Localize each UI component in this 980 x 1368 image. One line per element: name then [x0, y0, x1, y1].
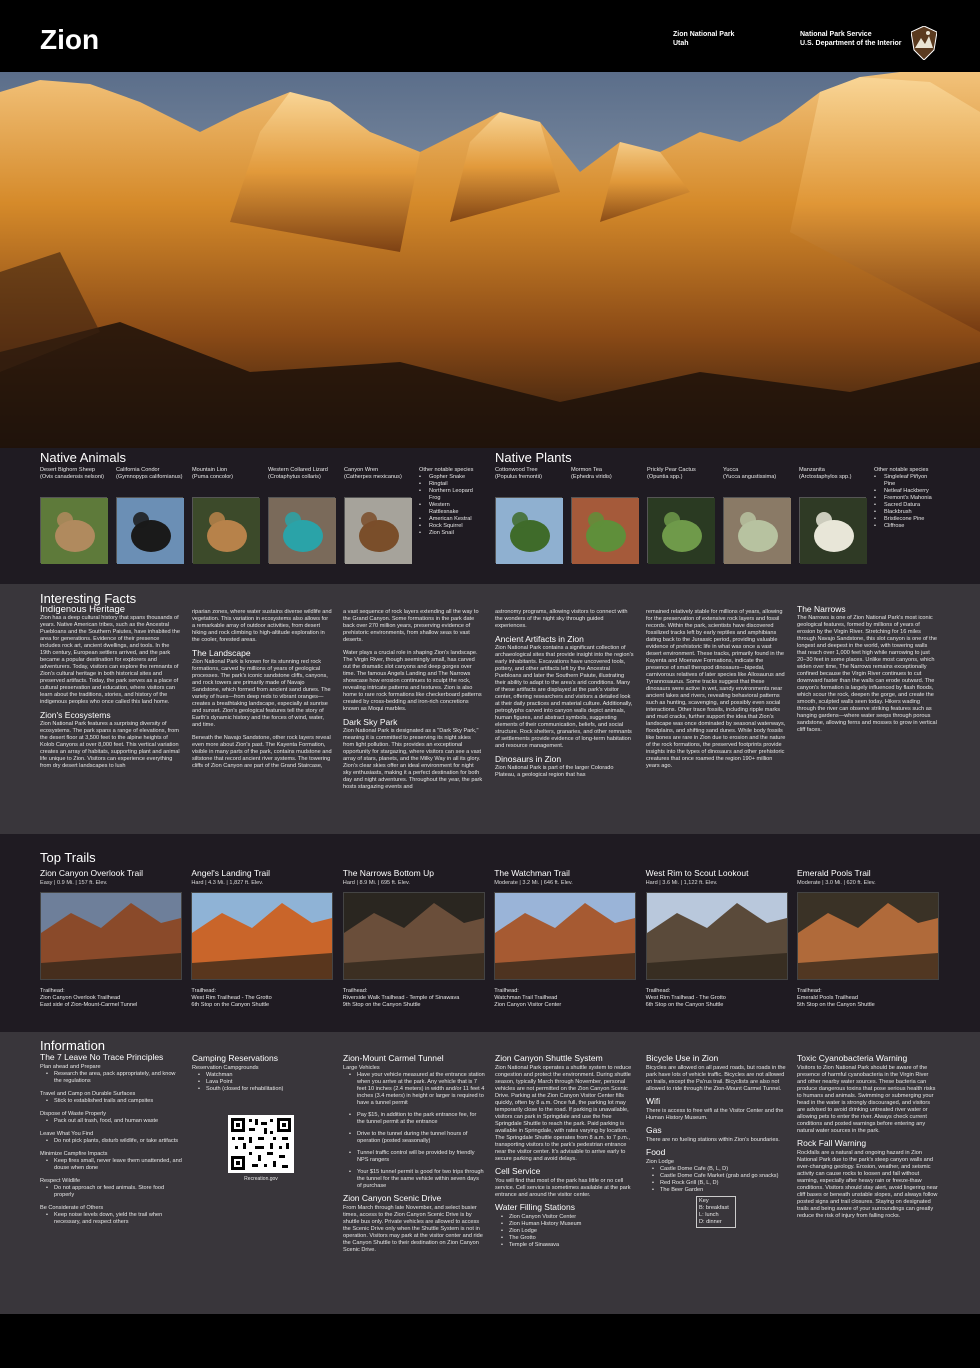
- trailhead-info: [646, 988, 788, 1009]
- qr-block[interactable]: [228, 1115, 294, 1183]
- rockfall-heading: Rock Fall Warning: [797, 1138, 867, 1148]
- campground-item: • South (closed for rehabilitation): [192, 1086, 334, 1093]
- lion-photo: [193, 498, 260, 564]
- food-item: • Red Rock Grill (B, L, D): [646, 1180, 788, 1187]
- rockfall-text: Rockfalls are a natural and ongoing hazard in Zion National Park due to the park's steep canyon walls and ever-changing geology. Erosion, weather, and seismic activity can cause rocks to loosen and fall without warning, especially after heavy rain or freeze-thaw conditions. Visitors should stay alert, avoid lingering near cliff bases or beneath unstable slopes, and always follow posted signs and trail closures. Staying on designated trails and being aware of your surroundings can greatly reduce the risk of injury from falling rocks.: [797, 1150, 938, 1219]
- species-name: Cottonwood Tree: [495, 467, 538, 473]
- park-name: Zion National Park: [673, 31, 735, 38]
- gas-heading: Gas: [646, 1125, 662, 1135]
- trail-photo: [40, 892, 182, 980]
- plant-photo: [571, 497, 638, 563]
- plants-heading: Native Plants: [495, 450, 572, 465]
- toxic-heading: Toxic Cyanobacteria Warning: [797, 1053, 908, 1063]
- plant-photo: [495, 497, 562, 563]
- bicycle-text: Bicycles are allowed on all paved roads, but roads in the park have lots of vehicle traffic. Bicycles are not allowed on trails, except the Pa'rus trail. Bicyclists are also not allowed to ride through the Zion-Mount Carmel Tunnel.: [646, 1065, 786, 1092]
- trail-name: The Watchman Trail: [494, 868, 570, 878]
- animal-item: [116, 467, 186, 491]
- tunnel-rule: • Tunnel traffic control will be provided by friendly NPS rangers: [343, 1150, 485, 1164]
- lizard-photo: [269, 498, 336, 564]
- trail-landscape-photo: [344, 893, 484, 979]
- trail-card: [797, 868, 939, 1009]
- key-lunch: L: lunch: [699, 1212, 719, 1218]
- ecosystems-heading: Zion's Ecosystems: [40, 710, 111, 720]
- species-scientific-name: (Catherpes mexicanus): [344, 474, 402, 480]
- meal-key: [696, 1196, 736, 1228]
- sheep-photo: [41, 498, 108, 564]
- artifacts-heading: Ancient Artifacts in Zion: [495, 634, 584, 644]
- trail-stats: Hard | 4.3 Mi. | 1,827 ft. Elev.: [191, 880, 264, 886]
- trail-photo: [797, 892, 939, 980]
- trail-photo: [646, 892, 788, 980]
- lnt-label: Plan ahead and Prepare: [40, 1064, 101, 1070]
- trailhead-name: West Rim Trailhead - The Grotto: [645, 995, 726, 1001]
- header: [0, 0, 980, 72]
- water-heading: Water Filling Stations: [495, 1202, 575, 1212]
- trail-card: [343, 868, 485, 1009]
- lnt-item: • Stick to established trails and campsites: [40, 1098, 182, 1105]
- agency-name: National Park Service: [800, 31, 872, 38]
- facts-heading: Interesting Facts: [40, 591, 137, 606]
- water-text: Water plays a crucial role in shaping Zion's landscape. The Virgin River, though seemingly small, has carved out the dramatic slot canyons and deep gorges over time. The famous Angels Landing and The Narrows showcase how erosion continues to sculpt the rock, revealing intricate patterns and textures. Zion is also home to rare rock formations like checkerboard patterns created by cross-bedding and iron-rich concretions known as Moqui marbles.: [343, 650, 482, 712]
- ephedra-photo: [572, 498, 639, 564]
- gas-text: There are no fueling stations within Zion's boundaries.: [646, 1137, 780, 1143]
- species-scientific-name: (Yucca angustissima): [723, 474, 777, 480]
- animal-other-species: [419, 467, 479, 537]
- key-title: Key: [699, 1198, 709, 1204]
- toxic-text: Visitors to Zion National Park should be aware of the presence of harmful cyanobacteria in the Virgin River and other nearby water sources. These bacteria can produce dangerous toxins that pose serious health risks to humans and animals. Swimming or submerging your head in the water is strongly discouraged, and visitors are advised to avoid drinking untreated river water or allowing pets to enter the river. Always check current conditions and posted warnings before entering any natural water sources in the park.: [797, 1065, 936, 1134]
- lnt-principle: [40, 1178, 182, 1199]
- lnt-label: Be Considerate of Others: [40, 1205, 104, 1211]
- species-scientific-name: (Populus fremontii): [495, 474, 542, 480]
- lnt-item: • Keep noise levels down, yield the trail when necessary, and respect others: [40, 1212, 182, 1226]
- other-species-item: • Bristlecone Pine: [874, 516, 934, 523]
- agency-block: [800, 30, 902, 48]
- other-species-item: • Fremont's Mahonia: [874, 495, 934, 502]
- animal-photo: [40, 497, 107, 563]
- trailhead-location: 6th Stop on the Canyon Shuttle: [645, 1002, 724, 1008]
- trailhead-label: Trailhead:: [645, 988, 671, 994]
- tunnel-rule: • Pay $15, in addition to the park entrance fee, for the tunnel permit at the entrance: [343, 1112, 485, 1126]
- wren-photo: [345, 498, 412, 564]
- campground-item: • Watchman: [192, 1072, 334, 1079]
- trailhead-name: West Rim Trailhead - The Grotto: [191, 995, 272, 1001]
- shuttle-heading: Zion Canyon Shuttle System: [495, 1053, 603, 1063]
- trailhead-info: [40, 988, 182, 1009]
- species-scientific-name: (Arctostaphylos spp.): [799, 474, 852, 480]
- plant-photo: [723, 497, 790, 563]
- scenic-drive-heading: Zion Canyon Scenic Drive: [343, 1193, 442, 1203]
- landscape-heading: The Landscape: [192, 648, 251, 658]
- lnt-label: Minimize Campfire Impacts: [40, 1151, 108, 1157]
- other-species-item: • Gopher Snake: [419, 474, 479, 481]
- animal-photo: [116, 497, 183, 563]
- water-station: • The Grotto: [495, 1235, 637, 1242]
- trail-name: Emerald Pools Trail: [797, 868, 871, 878]
- shuttle-info: [495, 1055, 637, 1249]
- food-label: Zion Lodge: [646, 1159, 674, 1165]
- tunnel-rule: • Have your vehicle measured at the entrance station when you arrive at the park. Any vehicle that is 7 feet 10 inches (2.4 meters) in width and/or 11 feet 4 inches (3.4 meters) in height or larger is required to have a tunnel permit: [343, 1072, 485, 1107]
- trail-landscape-photo: [495, 893, 635, 979]
- species-scientific-name: (Opuntia spp.): [647, 474, 683, 480]
- trail-stats: Moderate | 3.0 Mi. | 620 ft. Elev.: [797, 880, 876, 886]
- landscape-text: Zion National Park is known for its stunning red rock formations, carved by millions of years of geological processes. The park's iconic sandstone cliffs, canyons, and rock towers are primarily made of Navajo Sandstone, which formed from ancient sand dunes. The variety of hues—from deep reds to vibrant oranges—creates a breathtaking landscape, especially at sunrise and sunset. Zion's geological features tell the story of Earth's dynamic history and the forces of wind, water, and time.: [192, 659, 331, 728]
- large-vehicles-label: Large Vehicles: [343, 1065, 380, 1071]
- species-scientific-name: (Ovis canadensis nelsoni): [40, 474, 105, 480]
- camping-heading: Camping Reservations: [192, 1053, 278, 1063]
- trailhead-name: Zion Canyon Overlook Trailhead: [40, 995, 121, 1001]
- species-name: Western Collared Lizard: [268, 467, 328, 473]
- nps-arrowhead-icon: [911, 26, 937, 60]
- lnt-principle: [40, 1091, 182, 1105]
- species-name: Mountain Lion: [192, 467, 228, 473]
- trail-card: [191, 868, 333, 1009]
- dark-sky-text-cont: astronomy programs, allowing visitors to connect with the wonders of the night sky through guided experiences.: [495, 609, 628, 629]
- trails-heading: Top Trails: [40, 850, 96, 865]
- camping-reservations: [192, 1055, 334, 1183]
- campground-item: • Lava Point: [192, 1079, 334, 1086]
- trailhead-label: Trailhead:: [494, 988, 519, 994]
- species-scientific-name: (Ephedra viridis): [571, 474, 612, 480]
- trailhead-location: 5th Stop on the Canyon Shuttle: [797, 1002, 875, 1008]
- plant-other-species: [874, 467, 934, 530]
- scenic-drive-text: From March through late November, and select busier times, access to the Zion Canyon Scenic Drive is by shuttle bus only. Private vehicles are allowed to access the Scenic Drive only when the Shuttle System is not in operation. Visitors may park at the visitor center and ride the Canyon Shuttle to their destination on Zion Canyon Scenic Drive.: [343, 1205, 483, 1253]
- facts-column-3: [343, 609, 483, 797]
- lnt-label: Dispose of Waste Properly: [40, 1111, 107, 1117]
- lnt-item: • Research the area, pack appropriately, and know the regulations: [40, 1071, 182, 1085]
- bicycle-info: [646, 1055, 788, 1228]
- species-scientific-name: (Puma concolor): [192, 474, 234, 480]
- trail-stats: Hard | 3.6 Mi. | 1,122 ft. Elev.: [645, 880, 718, 886]
- other-species-item: • American Kestral: [419, 516, 479, 523]
- lnt-item: • Do not approach or feed animals. Store food properly: [40, 1185, 182, 1199]
- key-dinner: D: dinner: [699, 1219, 722, 1225]
- park-location: [673, 30, 734, 48]
- other-species-item: • Netleaf Hackberry: [874, 488, 934, 495]
- species-name: Desert Bighorn Sheep: [40, 467, 96, 473]
- trailhead-location: East side of Zion-Mount-Carmel Tunnel: [40, 1002, 138, 1008]
- cactus-photo: [648, 498, 715, 564]
- cottonwood-photo: [496, 498, 563, 564]
- narrows-text: The Narrows is one of Zion National Park's most iconic geological features, formed by millions of years of erosion by the Virgin River. Stretching for 16 miles through Navajo Sandstone, this slot canyon is one of the longest and deepest in the world, with towering walls that reach over 1,000 feet high while narrowing to just 20–30 feet in some places. Unlike most canyons, which widen over time, The Narrows remains exceptionally confined because the Virgin River continues to cut downward faster than the walls can erode outward. The canyon's formation is largely influenced by flash floods, which scour the rock, deepen the gorge, and create the smooth, sculpted walls seen today. Hikers wading through the river can observe striking features such as hanging gardens—where water seeps through porous sandstone, allowing ferns and mosses to grow in vertical cliff faces.: [797, 615, 937, 733]
- other-species-item: • Zion Snail: [419, 530, 479, 537]
- trailhead-name: Riverside Walk Trailhead - Temple of Sinawava: [342, 995, 460, 1001]
- other-species-heading: Other notable species: [874, 467, 929, 473]
- species-scientific-name: (Crotaphytus collaris): [268, 474, 321, 480]
- animal-item: [40, 467, 110, 491]
- plant-item: [495, 467, 565, 491]
- food-heading: Food: [646, 1147, 666, 1157]
- trail-landscape-photo: [192, 893, 332, 979]
- trail-name: Zion Canyon Overlook Trail: [40, 868, 143, 878]
- species-name: California Condor: [116, 467, 160, 473]
- lnt-heading: The 7 Leave No Trace Principles: [40, 1052, 164, 1062]
- trail-stats: Hard | 8.9 Mi. | 695 ft. Elev.: [342, 880, 410, 886]
- lnt-principle: [40, 1131, 182, 1145]
- information-heading: Information: [40, 1038, 106, 1053]
- sunlit-sandstone-cliffs-photo: [0, 72, 980, 448]
- cell-heading: Cell Service: [495, 1166, 541, 1176]
- artifacts-text: Zion National Park contains a significant collection of archaeological sites that provide insight into the region's early inhabitants. Excavations have uncovered tools, pottery, and other artifacts left by the Ancestral Puebloans and later the Southern Paiute, illustrating their ability to adapt to the area's arid conditions. Many of these artifacts are displayed at the park's visitor center, offering researchers and visitors a detailed look at their daily practices and material culture. Additionally, petroglyphs carved into canyon walls depict animals, human figures, and abstract symbols, suggesting elements of their communication, beliefs, and social structure. Rock shelters, granaries, and other remnants of settlements provide evidence of long-term habitation and resource management.: [495, 645, 634, 749]
- plant-item: [799, 467, 869, 491]
- trailhead-info: [343, 988, 485, 1009]
- narrows-heading: The Narrows: [797, 604, 846, 614]
- dinosaurs-heading: Dinosaurs in Zion: [495, 754, 562, 764]
- wifi-text: There is access to free wifi at the Visitor Center and the Human History Museum.: [646, 1108, 784, 1121]
- shuttle-text: Zion National Park operates a shuttle system to reduce congestion and protect the environment. During shuttle season, typically March through November, personal vehicles are not permitted on the Zion Canyon Scenic Drive. Parking at the Zion Canyon Visitor Center fills quickly, often by 8 a.m. Once full, the parking lot may temporarily close to the road. If parking is unavailable, visitors can park in Springdale and use the free Springdale Shuttle to reach the park. Paid parking is available in Springdale, with rates varying by location. The Springdale Shuttle operates from 8 a.m. to 7 p.m., transporting visitors to the park's pedestrian entrance near the visitor center. It's advisable to arrive early to secure parking and avoid delays.: [495, 1065, 632, 1162]
- indigenous-text: Zion has a deep cultural history that spans thousands of years. Native American tribes, such as the Ancestral Puebloans and the Southern Paiutes, have inhabited the area for generations. Evidence of their presence includes rock art, ancient dwellings, and tools. In the 19th century, European settlers arrived, and the park became a popular destination for explorers and adventurers. Today, visitors can explore the remnants of Zion's cultural heritage in both historical sites and preserved artifacts. Today, the park serves as a place of cultural preservation and education, where visitors can learn about the traditions, stories, and history of the indigenous peoples who once called this land home.: [40, 615, 180, 705]
- plant-photo: [647, 497, 714, 563]
- ecosystems-text-cont: riparian zones, where water sustains diverse wildlife and vegetation. This variation in ecosystems also allows for a remarkable array of outdoor activities, from desert hiking and rock climbing to high-altitude exploration in the cooler, forested areas.: [192, 609, 332, 643]
- trailhead-location: 6th Stop on the Canyon Shuttle: [191, 1002, 270, 1008]
- lnt-principle: [40, 1064, 182, 1085]
- trail-stats: Easy | 0.9 Mi. | 157 ft. Elev.: [40, 880, 108, 886]
- lnt-principle: [40, 1151, 182, 1172]
- animal-photo: [344, 497, 411, 563]
- trail-card: [646, 868, 788, 1009]
- trail-card: [40, 868, 182, 1009]
- plant-item: [571, 467, 641, 491]
- key-breakfast: B: breakfast: [699, 1205, 729, 1211]
- other-species-item: • Western Rattlesnake: [419, 502, 479, 516]
- species-scientific-name: (Gymnopyps californianus): [116, 474, 183, 480]
- trailhead-label: Trailhead:: [797, 988, 822, 994]
- animal-item: [268, 467, 338, 491]
- tunnel-rule: • Your $15 tunnel permit is good for two trips through the tunnel for the same vehicle within seven days of purchase: [343, 1169, 485, 1190]
- other-species-item: • Singleleaf Piñyon Pine: [874, 474, 934, 488]
- animal-photo: [268, 497, 335, 563]
- species-name: Prickly Pear Cactus: [647, 467, 696, 473]
- lnt-principle: [40, 1111, 182, 1125]
- trailhead-location: Zion Canyon Visitor Center: [494, 1002, 562, 1008]
- species-name: Yucca: [723, 467, 739, 473]
- lnt-principles: [40, 1064, 182, 1226]
- plant-item: [647, 467, 717, 491]
- tunnel-info: [343, 1055, 485, 1254]
- campgrounds-label: Reservation Campgrounds: [192, 1065, 259, 1071]
- department-name: U.S. Department of the Interior: [800, 40, 902, 47]
- other-species-item: • Blackbrush: [874, 509, 934, 516]
- cell-text: You will find that most of the park has little or no cell service. Cell service is sometimes available at the park entrance and around the visitor center.: [495, 1178, 631, 1198]
- lnt-label: Leave What You Find: [40, 1131, 94, 1137]
- trail-stats: Moderate | 3.2 Mi. | 646 ft. Elev.: [494, 880, 573, 886]
- trail-photo: [494, 892, 636, 980]
- trailhead-info: [797, 988, 939, 1009]
- facts-column-5: [646, 609, 786, 776]
- other-species-item: • Northern Leopard Frog: [419, 488, 479, 502]
- trailhead-label: Trailhead:: [342, 988, 368, 994]
- lnt-principle: [40, 1205, 182, 1226]
- other-species-item: • Ringtail: [419, 481, 479, 488]
- plant-photo: [799, 497, 866, 563]
- species-name: Mormon Tea: [571, 467, 602, 473]
- qr-caption: Recreation.gov: [244, 1176, 278, 1182]
- manzanita-photo: [800, 498, 867, 564]
- trailhead-label: Trailhead:: [191, 988, 217, 994]
- lnt-item: • Pack out all trash, food, and human waste: [40, 1118, 182, 1125]
- animal-item: [192, 467, 262, 491]
- trail-name: Angel's Landing Trail: [191, 868, 271, 878]
- dinosaurs-text-cont: remained relatively stable for millions of years, allowing for the preservation of extensive rock layers and fossil records. Within the park, scientists have discovered fossilized tracks left by early reptiles and amphibians dating back to the Jurassic period, providing valuable evidence of prehistoric life in what was once a vast desert environment. These tracks, primarily found in the Kayenta and Moenave Formations, indicate the presence of small theropod dinosaurs—bipedal, carnivorous relatives of later species like Allosaurus and Tyrannosaurus. Some tracks suggest that these dinosaurs were active in wet, sandy environments near ancient lakes and rivers, revealing behavioral patterns such as hunting, scavenging, and possibly even social interactions. Other trace fossils, including ripple marks and mud cracks, further support the idea that Zion's landscape was once dominated by seasonal waterways, floodplains, and shifting sand dunes. While body fossils like bones are rare in Zion due to erosion and the nature of the rock formations, the preserved footprints provide insights into the types of dinosaurs and other prehistoric creatures that once roamed the region 190+ million years ago.: [646, 609, 786, 769]
- lnt-label: Travel and Camp on Durable Surfaces: [40, 1091, 136, 1097]
- trail-name: West Rim to Scout Lookout: [645, 868, 749, 878]
- other-species-item: • Cliffrose: [874, 523, 934, 530]
- page-title: Zion: [40, 24, 100, 55]
- lnt-item: • Do not pick plants, disturb wildlife, or take artifacts: [40, 1138, 182, 1145]
- facts-column-4: [495, 609, 635, 785]
- wifi-heading: Wifi: [646, 1096, 661, 1106]
- dark-sky-heading: Dark Sky Park: [343, 717, 398, 727]
- water-station: • Zion Human History Museum: [495, 1221, 637, 1228]
- trail-landscape-photo: [41, 893, 181, 979]
- facts-column-6: [797, 606, 937, 740]
- leave-no-trace: [40, 1054, 182, 1232]
- yucca-photo: [724, 498, 791, 564]
- indigenous-heading: Indigenous Heritage: [40, 604, 126, 615]
- footer-bar: [0, 1314, 980, 1368]
- trail-photo: [343, 892, 485, 980]
- hero-photo: [0, 72, 980, 448]
- facts-column-2: [192, 609, 332, 776]
- food-item: • Castle Dome Cafe (B, L, D): [646, 1166, 788, 1173]
- park-state: Utah: [673, 40, 689, 47]
- tunnel-heading: Zion-Mount Carmel Tunnel: [343, 1053, 444, 1063]
- trail-card: [494, 868, 636, 1009]
- ecosystems-text: Zion National Park features a surprising diversity of ecosystems. The park spans a range of elevations, from the desert floor at 3,500 feet to the alpine heights of Kolob Canyons at over 8,000 feet. This vertical variation creates an array of habitats, supporting plant and animal life unique to Zion. Visitors can experience everything from dry desert landscapes to lush: [40, 721, 180, 769]
- food-item: • The Beer Garden: [646, 1187, 788, 1194]
- trail-photo: [191, 892, 333, 980]
- trailhead-info: [191, 988, 333, 1009]
- trail-landscape-photo: [647, 893, 787, 979]
- water-station: • Zion Lodge: [495, 1228, 637, 1235]
- landscape-text-2: Beneath the Navajo Sandstone, other rock layers reveal even more about Zion's past. The Kayenta Formation, visible in many parts of the park, contains mudstone and siltstone that record ancient river systems. The towering cliffs of Zion Canyon are part of the Grand Staircase,: [192, 735, 332, 769]
- animal-item: [344, 467, 414, 491]
- trailhead-info: [494, 988, 636, 1009]
- trail-name: The Narrows Bottom Up: [342, 868, 434, 878]
- facts-column-1: [40, 606, 180, 776]
- other-species-item: • Sacred Datura: [874, 502, 934, 509]
- landscape-text-cont: a vast sequence of rock layers extending all the way to the Grand Canyon. Some formations in the park date back over 270 million years, preserving evidence of prehistoric environments, from shallow seas to vast deserts.: [343, 609, 479, 643]
- condor-photo: [117, 498, 184, 564]
- water-station: • Temple of Sinawava: [495, 1242, 637, 1249]
- plant-item: [723, 467, 793, 491]
- other-species-heading: Other notable species: [419, 467, 474, 473]
- lnt-label: Respect Wildlife: [40, 1178, 81, 1184]
- water-station: • Zion Canyon Visitor Center: [495, 1214, 637, 1221]
- toxic-warning: [797, 1055, 939, 1220]
- species-name: Canyon Wren: [344, 467, 379, 473]
- trailhead-name: Watchman Trail Trailhead: [494, 995, 558, 1001]
- qr-code-icon[interactable]: [228, 1115, 294, 1173]
- animal-photo: [192, 497, 259, 563]
- trail-landscape-photo: [798, 893, 938, 979]
- trailhead-label: Trailhead:: [40, 988, 65, 994]
- bicycle-heading: Bicycle Use in Zion: [646, 1053, 719, 1063]
- lnt-item: • Keep fires small, never leave them unattended, and douse when done: [40, 1158, 182, 1172]
- species-name: Manzanita: [799, 467, 825, 473]
- other-species-item: • Rock Squirrel: [419, 523, 479, 530]
- dinosaurs-text: Zion National Park is part of the larger Colorado Plateau, a geological region that has: [495, 765, 614, 778]
- animals-heading: Native Animals: [40, 450, 126, 465]
- trailhead-name: Emerald Pools Trailhead: [797, 995, 858, 1001]
- food-item: • Castle Dome Cafe Market (grab and go snacks): [646, 1173, 788, 1180]
- dark-sky-text: Zion National Park is designated as a "Dark Sky Park," meaning it is committed to preserving its night skies from light pollution. This provides an exceptional opportunity for stargazing, where visitors can see a vast array of stars, planets, and the Milky Way in all its glory. Zion's clear skies offer an ideal environment for night sky enthusiasts, making it a perfect destination for both day and night adventures. Throughout the year, the park hosts stargazing events and: [343, 728, 483, 790]
- tunnel-rule: • Drive to the tunnel during the tunnel hours of operation (posted seasonally): [343, 1131, 485, 1145]
- trailhead-location: 9th Stop on the Canyon Shuttle: [342, 1002, 421, 1008]
